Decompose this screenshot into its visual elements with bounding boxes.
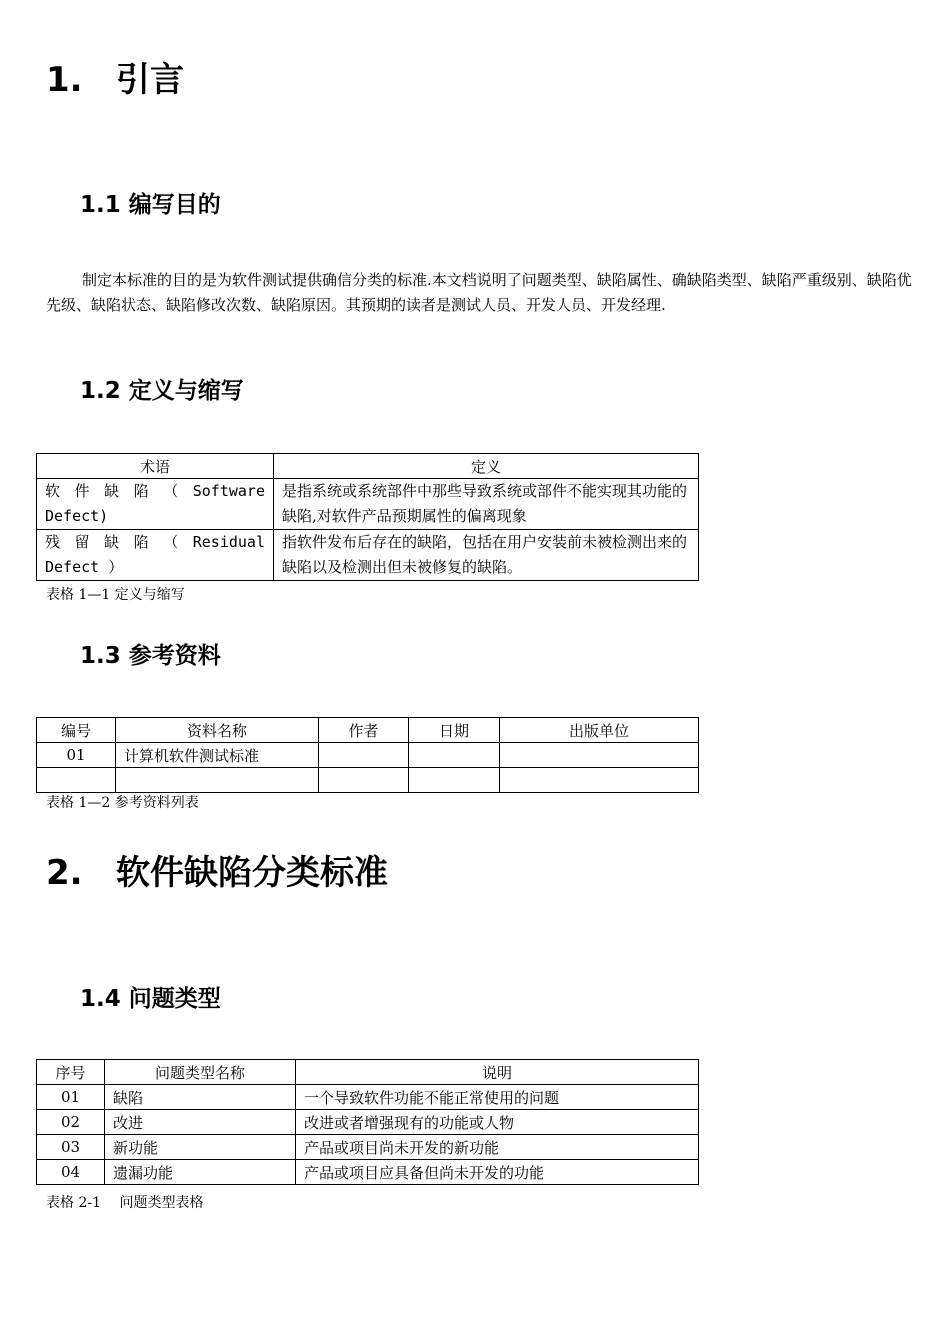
section-number: 2. bbox=[46, 853, 83, 893]
table-caption: 表格 2-1 问题类型表格 bbox=[46, 1195, 204, 1211]
term-line-1: 残 留 缺 陷 （ Residual bbox=[45, 533, 265, 551]
purpose-paragraph bbox=[46, 268, 926, 318]
header-material-name: 资料名称 bbox=[116, 718, 319, 743]
cell-issue-type-name: 新功能 bbox=[105, 1135, 296, 1160]
section-title: 引言 bbox=[116, 60, 184, 100]
cell-material-name: 计算机软件测试标准 bbox=[116, 743, 319, 768]
definition-table bbox=[36, 453, 699, 581]
table-row bbox=[37, 1160, 699, 1185]
subsection-1-1-heading: 1.1 编写目的 bbox=[80, 192, 221, 218]
section-title: 软件缺陷分类标准 bbox=[116, 853, 388, 893]
table-row bbox=[37, 479, 699, 530]
cell-number bbox=[37, 768, 116, 793]
cell-description: 产品或项目应具备但尚未开发的功能 bbox=[296, 1160, 699, 1185]
term-line-1: 软 件 缺 陷 （ Software bbox=[45, 482, 265, 500]
cell-material-name bbox=[116, 768, 319, 793]
cell-sequence: 02 bbox=[37, 1110, 105, 1135]
subsection-1-3-heading: 1.3 参考资料 bbox=[80, 643, 221, 669]
table-row bbox=[37, 768, 699, 793]
cell-issue-type-name: 改进 bbox=[105, 1110, 296, 1135]
header-definition: 定义 bbox=[274, 454, 699, 479]
cell-issue-type-name: 遗漏功能 bbox=[105, 1160, 296, 1185]
term-cell bbox=[37, 479, 274, 530]
cell-sequence: 03 bbox=[37, 1135, 105, 1160]
definition-cell: 是指系统或系统部件中那些导致系统或部件不能实现其功能的缺陷,对软件产品预期属性的偏离现象 bbox=[274, 479, 699, 530]
header-issue-type-name: 问题类型名称 bbox=[105, 1060, 296, 1085]
cell-description: 一个导致软件功能不能正常使用的问题 bbox=[296, 1085, 699, 1110]
cell-date bbox=[409, 743, 500, 768]
header-term: 术语 bbox=[37, 454, 274, 479]
issue-type-table bbox=[36, 1059, 699, 1185]
cell-number: 01 bbox=[37, 743, 116, 768]
term-line-2: Defect ） bbox=[45, 558, 124, 576]
subsection-1-4-heading: 1.4 问题类型 bbox=[80, 986, 221, 1012]
table-row bbox=[37, 1110, 699, 1135]
subsection-1-2-heading: 1.2 定义与缩写 bbox=[80, 378, 244, 404]
section-2-heading bbox=[46, 845, 388, 894]
cell-author bbox=[319, 768, 409, 793]
purpose-text: 制定本标准的目的是为软件测试提供确信分类的标准.本文档说明了问题类型、缺陷属性、确缺陷类型、缺陷严重级别、缺陷优先级、缺陷状态、缺陷修改次数、缺陷原因。其预期的读者是测试人员、开发人员、开发经理. bbox=[46, 271, 912, 314]
header-publisher: 出版单位 bbox=[500, 718, 699, 743]
term-cell bbox=[37, 530, 274, 581]
header-date: 日期 bbox=[409, 718, 500, 743]
table-header-row bbox=[37, 718, 699, 743]
table-row bbox=[37, 1135, 699, 1160]
table-row bbox=[37, 1085, 699, 1110]
header-author: 作者 bbox=[319, 718, 409, 743]
cell-author bbox=[319, 743, 409, 768]
table-row bbox=[37, 743, 699, 768]
header-description: 说明 bbox=[296, 1060, 699, 1085]
definition-cell: 指软件发布后存在的缺陷，包括在用户安装前未被检测出来的缺陷以及检测出但未被修复的缺陷。 bbox=[274, 530, 699, 581]
reference-table bbox=[36, 717, 699, 793]
header-sequence: 序号 bbox=[37, 1060, 105, 1085]
table-caption: 表格 1—2 参考资料列表 bbox=[46, 795, 199, 811]
cell-issue-type-name: 缺陷 bbox=[105, 1085, 296, 1110]
term-line-2: Defect) bbox=[45, 507, 109, 525]
cell-publisher bbox=[500, 768, 699, 793]
section-1-heading bbox=[46, 52, 184, 101]
cell-publisher bbox=[500, 743, 699, 768]
cell-sequence: 01 bbox=[37, 1085, 105, 1110]
cell-description: 产品或项目尚未开发的新功能 bbox=[296, 1135, 699, 1160]
cell-description: 改进或者增强现有的功能或人物 bbox=[296, 1110, 699, 1135]
cell-sequence: 04 bbox=[37, 1160, 105, 1185]
table-header-row bbox=[37, 1060, 699, 1085]
section-number: 1. bbox=[46, 60, 83, 100]
table-caption: 表格 1—1 定义与缩写 bbox=[46, 587, 185, 603]
table-row bbox=[37, 530, 699, 581]
table-header-row bbox=[37, 454, 699, 479]
cell-date bbox=[409, 768, 500, 793]
header-number: 编号 bbox=[37, 718, 116, 743]
